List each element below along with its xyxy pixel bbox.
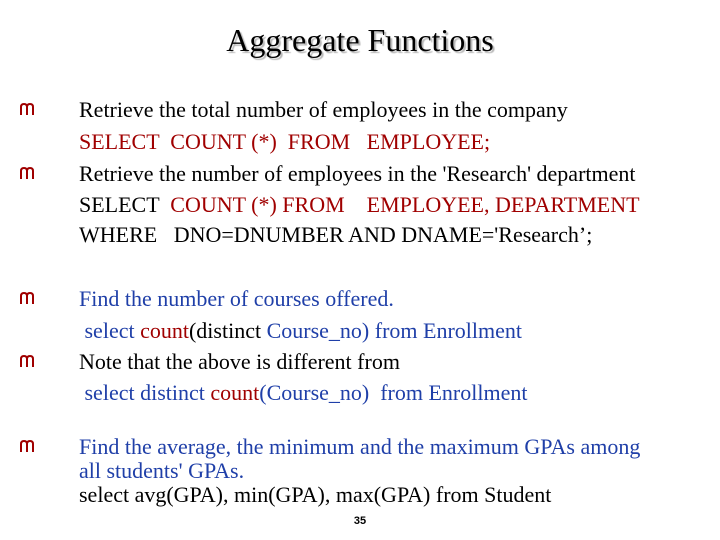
bullet-4-sql <box>79 380 527 406</box>
bullet-2-sql <box>79 192 640 218</box>
sql-keyword: SELECT <box>79 192 171 217</box>
sql-body: COUNT (*) FROM EMPLOYEE, DEPARTMENT <box>170 192 640 217</box>
bullet-2-text: Retrieve the number of employees in the 'Research' department <box>79 161 636 186</box>
bullet-icon <box>20 166 34 180</box>
bullet-1-text: Retrieve the total number of employees in the company <box>79 97 568 122</box>
sql-keyword: SELECT <box>79 129 171 154</box>
sql-body: Course_no) from Enrollment <box>266 318 522 343</box>
sql-body: (distinct <box>188 318 267 343</box>
bullet-icon <box>20 439 34 453</box>
bullet-4-text: Note that the above is different from <box>79 349 400 374</box>
bullet-5-sql: select avg(GPA), min(GPA), max(GPA) from Student <box>79 482 552 507</box>
slide-title: Aggregate Functions <box>226 22 494 58</box>
sql-function: count <box>210 380 260 405</box>
bullet-2-sql-where: WHERE DNO=DNUMBER AND DNAME='Research’; <box>79 222 593 247</box>
sql-keyword: select <box>79 318 141 343</box>
bullet-icon <box>20 291 34 305</box>
sql-keyword: select distinct <box>79 380 211 405</box>
bullet-5-text-cont: all students' GPAs. <box>79 458 245 483</box>
sql-function: count <box>140 318 189 343</box>
page-number: 35 <box>353 515 367 527</box>
bullet-5-text: Find the average, the minimum and the maximum GPAs among <box>79 434 641 459</box>
bullet-3-text: Find the number of courses offered. <box>79 286 394 311</box>
bullet-icon <box>20 102 34 116</box>
bullet-1-sql <box>79 129 490 155</box>
sql-body: (Course_no) from Enrollment <box>259 380 528 405</box>
sql-body: COUNT (*) FROM EMPLOYEE; <box>170 129 491 154</box>
bullet-3-sql <box>79 318 522 344</box>
bullet-icon <box>20 354 34 368</box>
